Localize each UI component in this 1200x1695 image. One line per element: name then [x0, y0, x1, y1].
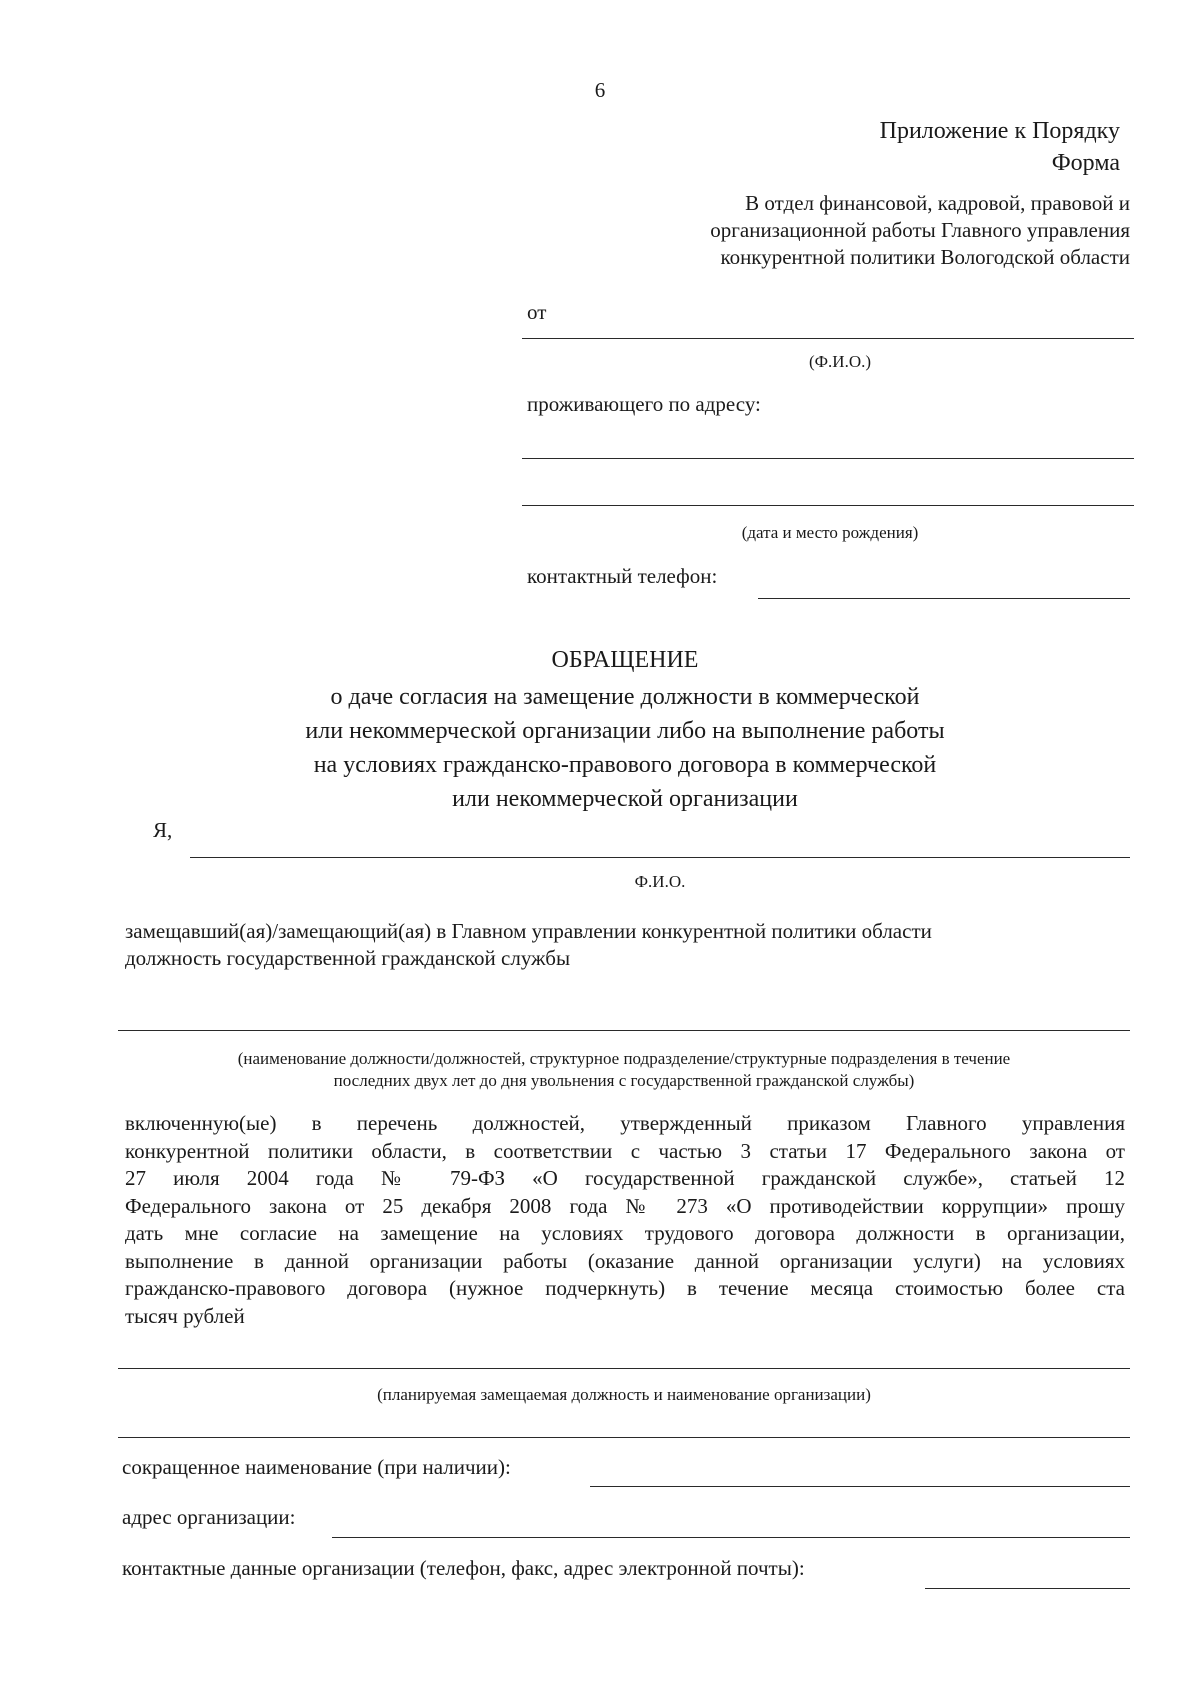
subtitle-line: или некоммерческой организации либо на выполнение работы — [305, 718, 945, 744]
org-contacts-line — [925, 1588, 1130, 1589]
position-caption — [118, 1048, 1130, 1092]
phone-line — [758, 598, 1130, 599]
document-title: ОБРАЩЕНИЕ — [551, 647, 699, 673]
org-address-label: адрес организации: — [122, 1505, 296, 1529]
birth-caption: (дата и место рождения) — [741, 523, 919, 542]
short-name-line — [590, 1486, 1130, 1487]
applicant-fio-line — [190, 857, 1130, 858]
paragraph-line: выполнение в данной организации работы (оказание данной организации услуги) на условиях — [125, 1248, 1125, 1273]
planned-position-line — [118, 1368, 1130, 1369]
org-address-line — [332, 1537, 1130, 1538]
paragraph-line: конкурентной политики области, в соответствии с частью 3 статьи 17 Федерального закона от — [125, 1138, 1125, 1163]
org-contacts-label: контактные данные организации (телефон, факс, адрес электронной почты): — [122, 1556, 805, 1580]
phone-label: контактный телефон: — [527, 564, 718, 588]
planned-position-line — [118, 1437, 1130, 1438]
position-line: должность государственной гражданской службы — [125, 946, 571, 970]
address-line — [522, 505, 1134, 506]
caption-line: последних двух лет до дня увольнения с государственной гражданской службы) — [333, 1071, 915, 1090]
paragraph-line: гражданско-правового договора (нужное подчеркнуть) в течение месяца стоимостью более ста — [125, 1276, 1125, 1300]
planned-caption: (планируемая замещаемая должность и наименование организации) — [377, 1385, 871, 1404]
subtitle-line: о даче согласия на замещение должности в коммерческой — [330, 684, 920, 710]
position-line-blank — [118, 1030, 1130, 1031]
subtitle-line: на условиях гражданско-правового договора в коммерческой — [313, 752, 937, 778]
addressee-block — [560, 190, 1130, 271]
fio-caption: (Ф.И.О.) — [808, 352, 872, 371]
fio-line — [522, 338, 1134, 339]
caption-line: (наименование должности/должностей, структурное подразделение/структурные подразделения в течение — [237, 1049, 1011, 1068]
address-line — [522, 458, 1134, 459]
paragraph-line: Федерального закона от 25 декабря 2008 года № 273 «О противодействии коррупции» прошу — [125, 1193, 1125, 1218]
appendix-label: Приложение к Порядку — [879, 118, 1120, 144]
position-line: замещавший(ая)/замещающий(ая) в Главном управлении конкурентной политики области — [125, 919, 932, 943]
subtitle-line: или некоммерческой организации — [452, 786, 798, 812]
applicant-fio-caption: Ф.И.О. — [634, 872, 686, 891]
page-number: 6 — [594, 78, 606, 102]
paragraph-line: дать мне согласие на замещение на условиях трудового договора должности в организации, — [125, 1221, 1125, 1245]
short-name-label: сокращенное наименование (при наличии): — [122, 1455, 511, 1479]
addressee-line: конкурентной политики Вологодской области — [720, 245, 1130, 269]
position-text — [125, 918, 1135, 972]
form-label: Форма — [1051, 150, 1120, 176]
addressee-line: организационной работы Главного управления — [710, 218, 1130, 242]
paragraph-line: тысяч рублей — [125, 1303, 245, 1328]
address-label: проживающего по адресу: — [527, 392, 761, 416]
main-paragraph — [125, 1110, 1125, 1330]
paragraph-line: 27 июля 2004 года № 79-ФЗ «О государственной гражданской службе», статьей 12 — [125, 1166, 1125, 1190]
from-label: от — [527, 300, 547, 324]
paragraph-line: включенную(ые) в перечень должностей, утвержденный приказом Главного управления — [125, 1111, 1125, 1135]
document-subtitle — [100, 680, 1150, 816]
i-label: Я, — [153, 818, 173, 842]
addressee-line: В отдел финансовой, кадровой, правовой и — [745, 191, 1130, 215]
